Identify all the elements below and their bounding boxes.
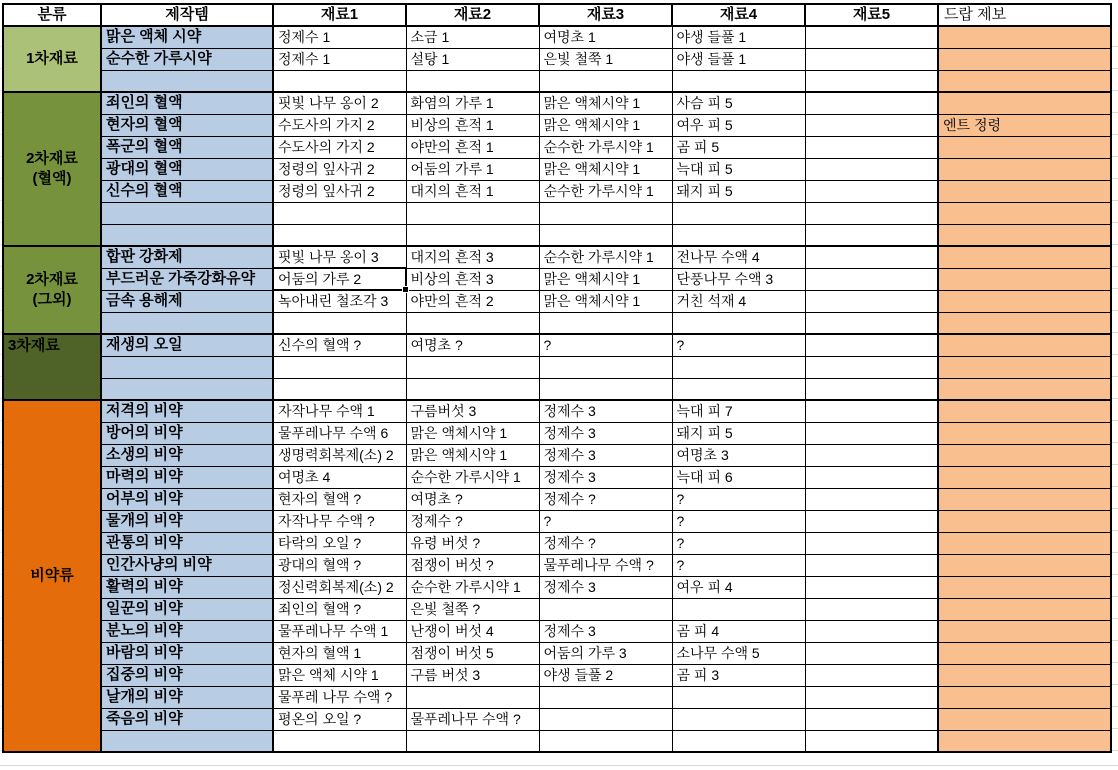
drop-cell[interactable] xyxy=(938,356,1111,378)
material-cell[interactable] xyxy=(406,202,539,224)
material-cell[interactable] xyxy=(672,708,805,730)
column-header[interactable]: 재료2 xyxy=(406,4,539,26)
drop-cell[interactable] xyxy=(938,378,1111,400)
material-cell[interactable] xyxy=(805,554,938,576)
item-cell[interactable]: 신수의 혈액 xyxy=(101,180,273,202)
material-cell[interactable] xyxy=(805,48,938,70)
material-cell[interactable]: 맑은 액체시약 1 xyxy=(539,114,672,136)
drop-cell[interactable] xyxy=(938,642,1111,664)
material-cell[interactable]: 맑은 액체시약 1 xyxy=(539,92,672,114)
material-cell[interactable]: 정제수 3 xyxy=(539,620,672,642)
drop-cell[interactable] xyxy=(938,180,1111,202)
material-cell[interactable] xyxy=(273,356,406,378)
material-cell[interactable]: 생명력회복제(소) 2 xyxy=(273,444,406,466)
material-cell[interactable]: 평온의 오일 ? xyxy=(273,708,406,730)
category-cell[interactable] xyxy=(3,400,101,752)
material-cell[interactable] xyxy=(672,598,805,620)
material-cell[interactable]: 여명초 1 xyxy=(539,26,672,48)
material-cell[interactable]: 어둠의 가루 1 xyxy=(406,158,539,180)
table-row xyxy=(3,400,1111,422)
table-row xyxy=(3,466,1111,488)
material-cell[interactable] xyxy=(805,466,938,488)
material-cell[interactable]: 야생 들풀 2 xyxy=(539,664,672,686)
material-cell[interactable] xyxy=(805,290,938,312)
material-cell[interactable] xyxy=(805,158,938,180)
table-row xyxy=(3,378,1111,400)
material-cell[interactable]: 핏빛 나무 옹이 2 xyxy=(273,92,406,114)
category-label: 2차재료 xyxy=(26,271,78,288)
item-cell[interactable]: 바람의 비약 xyxy=(101,642,273,664)
item-cell[interactable]: 재생의 오일 xyxy=(101,334,273,356)
material-cell[interactable] xyxy=(273,70,406,92)
material-cell[interactable]: 죄인의 혈액 ? xyxy=(273,598,406,620)
item-cell[interactable]: 합판 강화제 xyxy=(101,246,273,268)
material-cell[interactable] xyxy=(672,730,805,752)
drop-cell[interactable] xyxy=(938,510,1111,532)
table-row xyxy=(3,356,1111,378)
material-cell[interactable]: 신수의 혈액 ? xyxy=(273,334,406,356)
material-cell[interactable] xyxy=(805,312,938,334)
material-cell[interactable]: 대지의 흔적 1 xyxy=(406,180,539,202)
material-cell[interactable] xyxy=(672,202,805,224)
material-cell[interactable] xyxy=(539,312,672,334)
material-cell[interactable] xyxy=(805,26,938,48)
category-cell[interactable] xyxy=(3,26,101,92)
header-row xyxy=(3,4,1111,26)
material-cell[interactable] xyxy=(539,708,672,730)
material-cell[interactable]: ? xyxy=(672,532,805,554)
material-cell[interactable]: 녹아내린 철조각 3 xyxy=(273,290,406,312)
table-row xyxy=(3,664,1111,686)
material-cell[interactable]: 정제수 ? xyxy=(406,510,539,532)
material-cell[interactable] xyxy=(805,400,938,422)
item-cell[interactable]: 현자의 혈액 xyxy=(101,114,273,136)
material-cell[interactable]: 소금 1 xyxy=(406,26,539,48)
material-cell[interactable]: 맑은 액체시약 1 xyxy=(539,268,672,290)
item-cell[interactable]: 저격의 비약 xyxy=(101,400,273,422)
table-row xyxy=(3,642,1111,664)
material-cell[interactable] xyxy=(805,92,938,114)
table-row xyxy=(3,334,1111,356)
material-cell[interactable] xyxy=(805,532,938,554)
material-cell[interactable]: 설탕 1 xyxy=(406,48,539,70)
item-cell[interactable]: 날개의 비약 xyxy=(101,686,273,708)
column-header[interactable]: 재료5 xyxy=(805,4,938,26)
item-cell[interactable]: 인간사냥의 비약 xyxy=(101,554,273,576)
material-cell[interactable] xyxy=(805,378,938,400)
item-cell[interactable] xyxy=(101,378,273,400)
material-cell[interactable]: 어둠의 가루 3 xyxy=(539,642,672,664)
material-cell[interactable] xyxy=(805,686,938,708)
drop-cell[interactable] xyxy=(938,422,1111,444)
material-cell[interactable]: 여명초 4 xyxy=(273,466,406,488)
item-cell[interactable]: 관통의 비약 xyxy=(101,532,273,554)
material-cell[interactable]: 현자의 혈액 ? xyxy=(273,488,406,510)
material-cell[interactable]: 늑대 피 7 xyxy=(672,400,805,422)
table-row xyxy=(3,180,1111,202)
item-cell[interactable]: 죽음의 비약 xyxy=(101,708,273,730)
sheet-gridline-ticks-left xyxy=(0,25,2,753)
material-cell[interactable]: 물푸레나무 수액 ? xyxy=(539,554,672,576)
category-label: (혈액) xyxy=(32,170,72,187)
table-row xyxy=(3,26,1111,48)
category-cell[interactable] xyxy=(3,246,101,334)
item-cell[interactable]: 금속 용해제 xyxy=(101,290,273,312)
material-cell[interactable]: 정령의 잎사귀 2 xyxy=(273,180,406,202)
material-cell[interactable] xyxy=(805,224,938,246)
table-row xyxy=(3,488,1111,510)
item-cell[interactable]: 집중의 비약 xyxy=(101,664,273,686)
material-cell[interactable]: ? xyxy=(672,334,805,356)
drop-cell[interactable] xyxy=(938,290,1111,312)
item-cell[interactable]: 활력의 비약 xyxy=(101,576,273,598)
material-cell[interactable] xyxy=(805,620,938,642)
column-header[interactable]: 재료4 xyxy=(672,4,805,26)
material-cell[interactable] xyxy=(539,598,672,620)
material-cell[interactable]: 순수한 가루시약 1 xyxy=(539,136,672,158)
material-cell[interactable]: 맑은 액체시약 1 xyxy=(406,422,539,444)
item-cell[interactable] xyxy=(101,224,273,246)
item-cell[interactable]: 순수한 가루시약 xyxy=(101,48,273,70)
material-cell[interactable]: 정신력회복제(소) 2 xyxy=(273,576,406,598)
material-cell[interactable]: 정제수 ? xyxy=(539,488,672,510)
material-cell[interactable] xyxy=(539,378,672,400)
drop-cell[interactable] xyxy=(938,268,1111,290)
material-cell[interactable] xyxy=(672,686,805,708)
material-cell[interactable]: 단풍나무 수액 3 xyxy=(672,268,805,290)
table-row xyxy=(3,730,1111,752)
column-header[interactable]: 재료3 xyxy=(539,4,672,26)
category-label: 2차재료 xyxy=(26,150,78,167)
item-cell[interactable]: 물개의 비약 xyxy=(101,510,273,532)
material-cell[interactable] xyxy=(406,730,539,752)
material-cell[interactable]: 전나무 수액 4 xyxy=(672,246,805,268)
item-cell[interactable]: 죄인의 혈액 xyxy=(101,92,273,114)
drop-cell[interactable] xyxy=(938,488,1111,510)
item-cell[interactable] xyxy=(101,70,273,92)
drop-cell[interactable] xyxy=(938,202,1111,224)
material-cell[interactable]: 점쟁이 버섯 ? xyxy=(406,554,539,576)
table-row xyxy=(3,92,1111,114)
material-cell[interactable]: 여명초 ? xyxy=(406,488,539,510)
material-cell[interactable]: 정령의 잎사귀 2 xyxy=(273,158,406,180)
item-cell[interactable] xyxy=(101,730,273,752)
item-cell[interactable]: 광대의 혈액 xyxy=(101,158,273,180)
material-cell[interactable]: 화염의 가루 1 xyxy=(406,92,539,114)
category-label: 3차재료 xyxy=(8,337,60,354)
drop-cell[interactable] xyxy=(938,158,1111,180)
material-cell[interactable]: 자작나무 수액 1 xyxy=(273,400,406,422)
material-cell[interactable]: ? xyxy=(539,510,672,532)
material-cell[interactable]: 야생 들풀 1 xyxy=(672,48,805,70)
material-cell[interactable]: 비상의 흔적 1 xyxy=(406,114,539,136)
drop-cell[interactable] xyxy=(938,664,1111,686)
material-cell[interactable] xyxy=(805,70,938,92)
material-cell[interactable] xyxy=(273,378,406,400)
table-row xyxy=(3,554,1111,576)
material-cell[interactable]: 정제수 ? xyxy=(539,532,672,554)
material-cell[interactable]: ? xyxy=(539,334,672,356)
material-cell[interactable]: 대지의 흔적 3 xyxy=(406,246,539,268)
material-cell[interactable]: 물푸레나무 수액 6 xyxy=(273,422,406,444)
material-cell[interactable]: 순수한 가루시약 1 xyxy=(539,180,672,202)
material-cell[interactable] xyxy=(273,202,406,224)
table-row xyxy=(3,576,1111,598)
table-row xyxy=(3,158,1111,180)
drop-cell[interactable] xyxy=(938,26,1111,48)
material-cell[interactable]: 수도사의 가지 2 xyxy=(273,114,406,136)
material-cell[interactable]: 여명초 ? xyxy=(406,334,539,356)
table-row xyxy=(3,686,1111,708)
item-cell[interactable] xyxy=(101,356,273,378)
material-cell[interactable] xyxy=(406,686,539,708)
item-cell[interactable]: 마력의 비약 xyxy=(101,466,273,488)
material-cell[interactable]: 은빛 철쭉 ? xyxy=(406,598,539,620)
material-cell[interactable]: 늑대 피 5 xyxy=(672,158,805,180)
material-cell[interactable] xyxy=(805,730,938,752)
drop-cell[interactable] xyxy=(938,620,1111,642)
material-cell[interactable]: 정제수 3 xyxy=(539,422,672,444)
material-cell[interactable] xyxy=(406,378,539,400)
material-cell[interactable]: 소나무 수액 5 xyxy=(672,642,805,664)
material-cell[interactable]: 맑은 액체시약 1 xyxy=(539,290,672,312)
material-cell[interactable] xyxy=(805,444,938,466)
drop-cell[interactable] xyxy=(938,312,1111,334)
material-cell[interactable] xyxy=(805,598,938,620)
material-cell[interactable] xyxy=(672,356,805,378)
material-cell[interactable]: 핏빛 나무 옹이 3 xyxy=(273,246,406,268)
material-cell[interactable]: 물푸레나무 수액 1 xyxy=(273,620,406,642)
material-cell[interactable]: 유령 버섯 ? xyxy=(406,532,539,554)
material-cell[interactable] xyxy=(805,334,938,356)
column-header[interactable]: 분류 xyxy=(3,4,101,26)
drop-cell[interactable] xyxy=(938,136,1111,158)
material-cell[interactable] xyxy=(805,422,938,444)
material-cell[interactable]: 수도사의 가지 2 xyxy=(273,136,406,158)
drop-cell[interactable] xyxy=(938,334,1111,356)
drop-cell[interactable]: 엔트 정령 xyxy=(938,114,1111,136)
drop-cell[interactable] xyxy=(938,92,1111,114)
material-cell[interactable]: 은빛 철쭉 1 xyxy=(539,48,672,70)
material-cell[interactable]: ? xyxy=(672,510,805,532)
item-cell[interactable]: 폭군의 혈액 xyxy=(101,136,273,158)
material-cell[interactable] xyxy=(805,642,938,664)
material-cell[interactable]: 여우 피 5 xyxy=(672,114,805,136)
material-cell[interactable] xyxy=(539,686,672,708)
table-row xyxy=(3,224,1111,246)
drop-cell[interactable] xyxy=(938,576,1111,598)
drop-cell[interactable] xyxy=(938,444,1111,466)
material-cell[interactable]: 물푸레나무 수액 ? xyxy=(406,708,539,730)
drop-cell[interactable] xyxy=(938,598,1111,620)
material-cell[interactable] xyxy=(805,180,938,202)
table-row xyxy=(3,246,1111,268)
material-cell[interactable]: 야생 들풀 1 xyxy=(672,26,805,48)
drop-cell[interactable] xyxy=(938,70,1111,92)
column-header[interactable]: 드랍 제보 xyxy=(938,4,1111,26)
table-row xyxy=(3,202,1111,224)
drop-cell[interactable] xyxy=(938,224,1111,246)
item-cell[interactable] xyxy=(101,312,273,334)
material-cell[interactable]: 물푸레 나무 수액 ? xyxy=(273,686,406,708)
material-cell[interactable]: 정제수 1 xyxy=(273,26,406,48)
material-cell[interactable]: 타락의 오일 ? xyxy=(273,532,406,554)
sheet-gridline-ticks-right xyxy=(1112,25,1118,753)
table-row xyxy=(3,268,1111,290)
material-cell[interactable]: 순수한 가루시약 1 xyxy=(539,246,672,268)
table-row xyxy=(3,422,1111,444)
material-cell[interactable]: 점쟁이 버섯 5 xyxy=(406,642,539,664)
material-cell[interactable]: 정제수 3 xyxy=(539,466,672,488)
material-cell[interactable] xyxy=(805,114,938,136)
table-row xyxy=(3,510,1111,532)
table-row xyxy=(3,136,1111,158)
table-row xyxy=(3,48,1111,70)
material-cell[interactable] xyxy=(672,378,805,400)
item-cell[interactable]: 분노의 비약 xyxy=(101,620,273,642)
item-cell[interactable]: 일꾼의 비약 xyxy=(101,598,273,620)
material-cell[interactable] xyxy=(805,576,938,598)
table-row xyxy=(3,312,1111,334)
material-cell[interactable]: 사슴 피 5 xyxy=(672,92,805,114)
material-cell[interactable] xyxy=(539,224,672,246)
item-cell[interactable]: 방어의 비약 xyxy=(101,422,273,444)
material-cell[interactable]: 늑대 피 6 xyxy=(672,466,805,488)
category-cell[interactable] xyxy=(3,92,101,246)
material-cell[interactable] xyxy=(406,224,539,246)
material-cell[interactable]: 돼지 피 5 xyxy=(672,180,805,202)
table-row xyxy=(3,708,1111,730)
material-cell[interactable] xyxy=(406,356,539,378)
material-cell[interactable]: 곰 피 5 xyxy=(672,136,805,158)
material-cell[interactable] xyxy=(406,70,539,92)
material-cell[interactable]: 거친 석재 4 xyxy=(672,290,805,312)
table-head xyxy=(3,4,1111,26)
material-cell[interactable]: 곰 피 4 xyxy=(672,620,805,642)
table-row xyxy=(3,70,1111,92)
active-cell[interactable]: 어둠의 가루 2 xyxy=(273,268,406,290)
material-cell[interactable] xyxy=(273,730,406,752)
table-row xyxy=(3,444,1111,466)
material-cell[interactable]: 야만의 흔적 2 xyxy=(406,290,539,312)
item-cell[interactable] xyxy=(101,202,273,224)
table-body xyxy=(3,26,1111,752)
material-cell[interactable] xyxy=(805,246,938,268)
material-cell[interactable] xyxy=(273,224,406,246)
item-cell[interactable]: 어부의 비약 xyxy=(101,488,273,510)
item-cell[interactable]: 부드러운 가죽강화유약 xyxy=(101,268,273,290)
material-cell[interactable] xyxy=(805,268,938,290)
table-row xyxy=(3,290,1111,312)
drop-cell[interactable] xyxy=(938,400,1111,422)
category-label: (그외) xyxy=(32,291,72,308)
material-cell[interactable]: 자작나무 수액 ? xyxy=(273,510,406,532)
material-cell[interactable]: 구름버섯 3 xyxy=(406,400,539,422)
material-cell[interactable]: 야만의 흔적 1 xyxy=(406,136,539,158)
material-cell[interactable]: 순수한 가루시약 1 xyxy=(406,576,539,598)
material-cell[interactable]: 정제수 3 xyxy=(539,400,672,422)
material-cell[interactable] xyxy=(539,356,672,378)
table-row xyxy=(3,620,1111,642)
material-cell[interactable] xyxy=(805,202,938,224)
material-cell[interactable] xyxy=(273,312,406,334)
material-cell[interactable]: 맑은 액체 시약 1 xyxy=(273,664,406,686)
material-cell[interactable]: 비상의 흔적 3 xyxy=(406,268,539,290)
fill-handle[interactable] xyxy=(402,286,409,293)
material-cell[interactable]: 정제수 3 xyxy=(539,576,672,598)
material-cell[interactable]: 정제수 3 xyxy=(539,444,672,466)
material-cell[interactable]: 여우 피 4 xyxy=(672,576,805,598)
category-label: 비약류 xyxy=(30,567,74,584)
drop-cell[interactable] xyxy=(938,466,1111,488)
category-label: 1차재료 xyxy=(26,50,78,67)
column-header[interactable]: 재료1 xyxy=(273,4,406,26)
material-cell[interactable]: 광대의 혈액 ? xyxy=(273,554,406,576)
column-header[interactable]: 제작템 xyxy=(101,4,273,26)
drop-cell[interactable] xyxy=(938,48,1111,70)
material-cell[interactable]: 현자의 혈액 1 xyxy=(273,642,406,664)
material-cell[interactable] xyxy=(805,510,938,532)
drop-cell[interactable] xyxy=(938,554,1111,576)
material-cell[interactable] xyxy=(539,202,672,224)
material-cell[interactable]: 맑은 액체시약 1 xyxy=(539,158,672,180)
material-cell[interactable] xyxy=(539,730,672,752)
table-row xyxy=(3,114,1111,136)
item-cell[interactable]: 맑은 액체 시약 xyxy=(101,26,273,48)
material-cell[interactable]: ? xyxy=(672,554,805,576)
material-cell[interactable]: 맑은 액체시약 1 xyxy=(406,444,539,466)
material-cell[interactable]: 순수한 가루시약 1 xyxy=(406,466,539,488)
recipe-table xyxy=(2,3,1112,753)
drop-cell[interactable] xyxy=(938,708,1111,730)
material-cell[interactable] xyxy=(805,708,938,730)
item-cell[interactable]: 소생의 비약 xyxy=(101,444,273,466)
material-cell[interactable] xyxy=(672,224,805,246)
material-cell[interactable] xyxy=(805,136,938,158)
drop-cell[interactable] xyxy=(938,532,1111,554)
material-cell[interactable] xyxy=(805,664,938,686)
drop-cell[interactable] xyxy=(938,246,1111,268)
material-cell[interactable]: 난쟁이 버섯 4 xyxy=(406,620,539,642)
drop-cell[interactable] xyxy=(938,686,1111,708)
material-cell[interactable]: ? xyxy=(672,488,805,510)
table-row xyxy=(3,532,1111,554)
material-cell[interactable]: 곰 피 3 xyxy=(672,664,805,686)
material-cell[interactable] xyxy=(672,312,805,334)
table-row xyxy=(3,598,1111,620)
material-cell[interactable]: 정제수 1 xyxy=(273,48,406,70)
material-cell[interactable]: 구름 버섯 3 xyxy=(406,664,539,686)
material-cell[interactable] xyxy=(805,356,938,378)
material-cell[interactable] xyxy=(406,312,539,334)
sheet-gridline-bottom xyxy=(0,765,1118,766)
material-cell[interactable] xyxy=(539,70,672,92)
material-cell[interactable]: 돼지 피 5 xyxy=(672,422,805,444)
material-cell[interactable]: 여명초 3 xyxy=(672,444,805,466)
category-cell[interactable] xyxy=(3,334,101,400)
material-cell[interactable] xyxy=(672,70,805,92)
material-cell[interactable] xyxy=(805,488,938,510)
drop-cell[interactable] xyxy=(938,730,1111,752)
